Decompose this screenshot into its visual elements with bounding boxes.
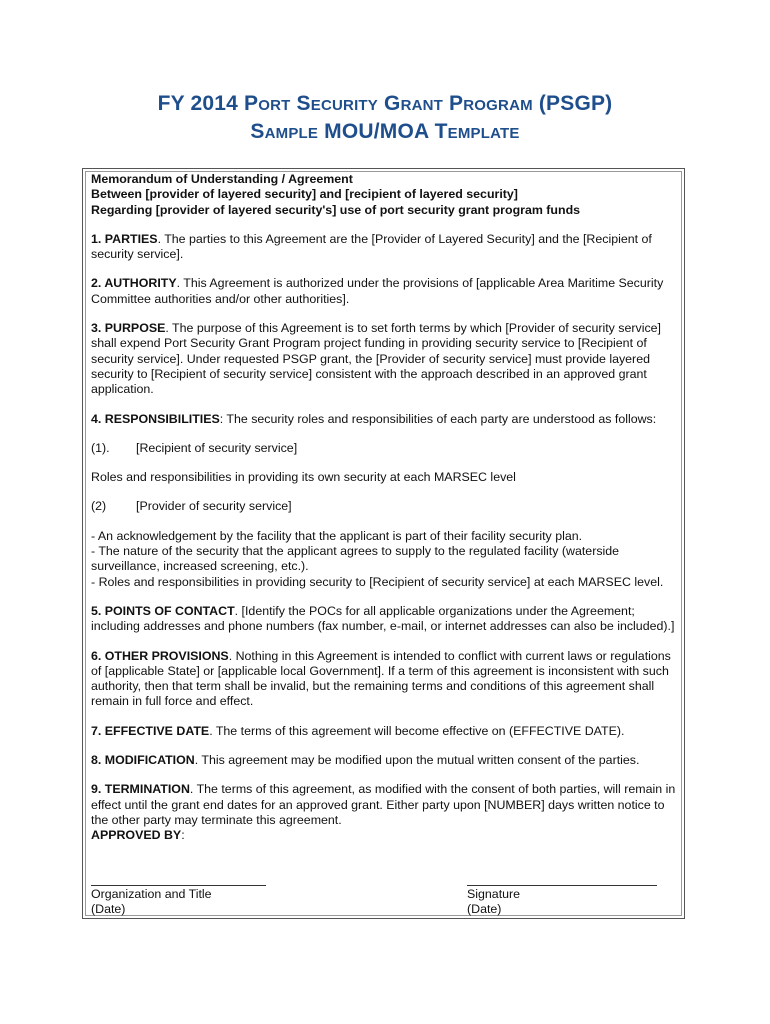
- section-responsibilities-text: : The security roles and responsibilities of each party are understood as follows:: [219, 411, 657, 426]
- section-termination: [91, 782, 681, 843]
- signature-block-signature: [467, 885, 657, 918]
- section-other-text: . Nothing in this Agreement is intended to conflict with current laws or regulations of [applicable State] or [applicable local Government]. If a term of this agreement is inconsistent with such authority, then that term shall be invalid, but the remaining terms and conditions of this agreement shall remain in full force and effect.: [91, 648, 671, 709]
- section-parties-heading: 1. PARTIES: [91, 231, 158, 246]
- organization-title-label: Organization and Title: [91, 887, 212, 901]
- responsibility-item-1-description: Roles and responsibilities in providing its own security at each MARSEC level: [91, 470, 516, 485]
- document-title: FY 2014 Port Security Grant Program (PSGP): [157, 92, 613, 115]
- item-1-label: [Recipient of security service]: [136, 440, 298, 455]
- signature-label: Signature: [467, 887, 521, 901]
- signature-date-label: (Date): [467, 902, 502, 917]
- bullet-2: - The nature of the security that the applicant agrees to supply to the regulated facility (waterside surveillance, increased screening, etc.).: [91, 544, 620, 574]
- header-line-2: Between [provider of layered security] and [recipient of layered security]: [91, 187, 518, 202]
- item-2-number: (2): [91, 499, 107, 514]
- section-contact-heading: 5. POINTS OF CONTACT: [91, 603, 235, 618]
- section-parties: [91, 232, 681, 263]
- section-effective-heading: 7. EFFECTIVE DATE: [91, 723, 210, 738]
- section-purpose-heading: 3. PURPOSE: [91, 321, 166, 336]
- section-other: [91, 649, 681, 710]
- section-purpose-text: . The purpose of this Agreement is to set forth terms by which [Provider of security service] shall expend Port Security Grant Program project funding in providing security service to [Recipient of security service]. Under requested PSGP grant, the [Provider of security service] must provide layered security to [Recipient of security service] consistent with the approach described in an approved grant application.: [91, 321, 661, 397]
- header-line-3: Regarding [provider of layered security's] use of port security grant program funds: [91, 202, 581, 217]
- section-responsibilities-heading: 4. RESPONSIBILITIES: [91, 411, 220, 426]
- approved-by-colon: :: [181, 828, 185, 843]
- section-responsibilities: [91, 412, 681, 427]
- section-other-heading: 6. OTHER PROVISIONS: [91, 648, 229, 663]
- responsibility-item-2: [91, 499, 681, 514]
- item-2-label: [Provider of security service]: [136, 499, 292, 514]
- signature-line: [467, 885, 657, 886]
- bullet-3: - Roles and responsibilities in providing security to [Recipient of security service] at each MARSEC level.: [91, 574, 664, 589]
- agreement-body: [91, 172, 681, 844]
- document-subtitle: Sample MOU/MOA Template: [250, 120, 520, 143]
- section-modification-heading: 8. MODIFICATION: [91, 753, 195, 768]
- section-modification-text: . This agreement may be modified upon the mutual written consent of the parties.: [194, 753, 640, 768]
- approved-by-heading: APPROVED BY: [91, 828, 182, 843]
- section-authority-text: . This Agreement is authorized under the provisions of [applicable Area Maritime Security Committee authorities and/or other authorities].: [91, 276, 664, 306]
- organization-date-label: (Date): [91, 902, 126, 917]
- section-termination-text: . The terms of this agreement, as modified with the consent of both parties, will remain in effect until the grant end dates for an approved grant. Either party upon [NUMBER] days written notice to the other party may terminate this agreement.: [91, 782, 676, 827]
- item-1-number: (1).: [91, 440, 110, 455]
- section-effective: [91, 724, 681, 739]
- bullet-1: - An acknowledgement by the facility that the applicant is part of their facility security plan.: [91, 528, 583, 543]
- section-termination-heading: 9. TERMINATION: [91, 782, 190, 797]
- section-modification: [91, 753, 681, 768]
- section-purpose: [91, 321, 681, 397]
- section-authority-heading: 2. AUTHORITY: [91, 276, 177, 291]
- section-contact: [91, 604, 681, 635]
- section-contact-text: . [Identify the POCs for all applicable organizations under the Agreement; including addresses and phone numbers (fax number, e-mail, or internet addresses can also be included).]: [91, 603, 675, 634]
- organization-signature-line: [91, 885, 266, 886]
- responsibility-bullets: [91, 529, 681, 590]
- section-authority: [91, 276, 681, 307]
- header-line-1: Memorandum of Understanding / Agreement: [91, 172, 353, 186]
- agreement-header: [91, 172, 681, 218]
- responsibility-item-1: [91, 441, 681, 456]
- section-parties-text: . The parties to this Agreement are the [Provider of Layered Security] and the [Recipient of security service].: [91, 231, 652, 262]
- section-effective-text: . The terms of this agreement will become effective on (EFFECTIVE DATE).: [209, 723, 625, 738]
- signature-block-organization: [91, 885, 266, 918]
